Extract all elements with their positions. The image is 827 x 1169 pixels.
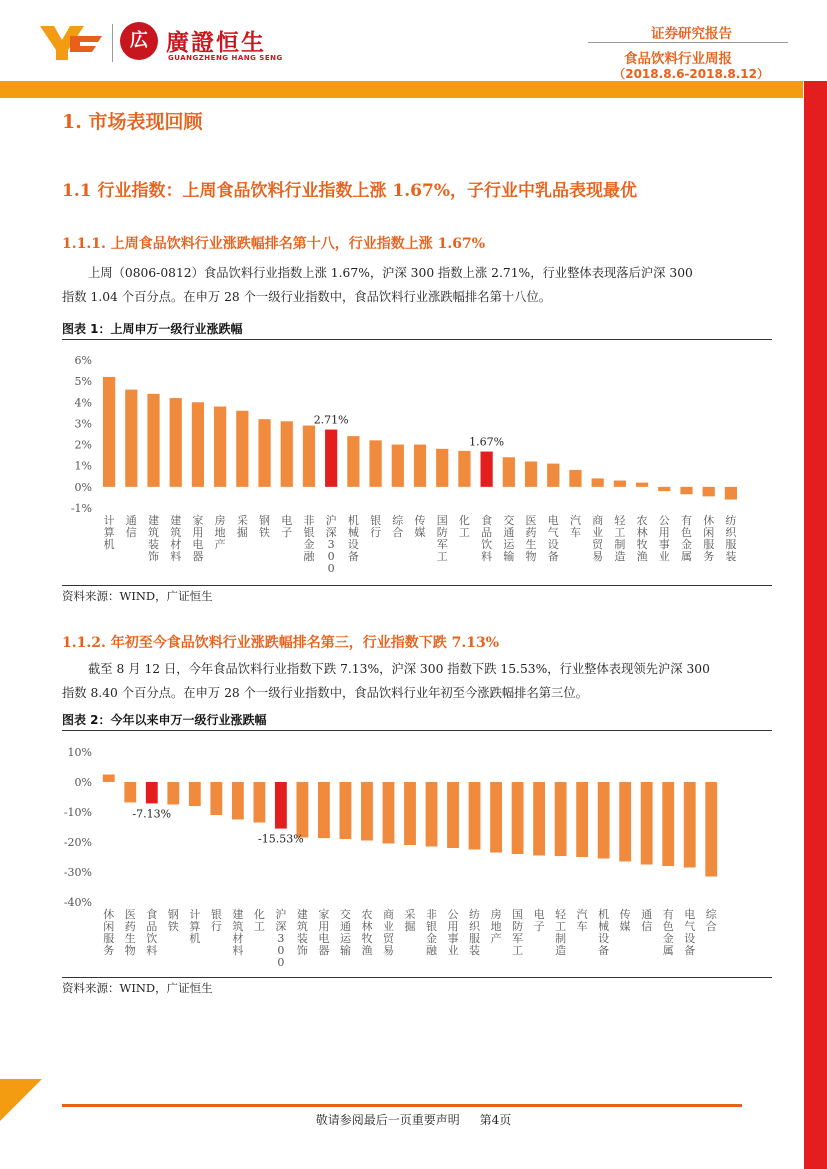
subsubsection-title-1: 1.1.1. 上周食品饮料行业涨跌幅排名第十八，行业指数上涨 1.67% xyxy=(62,236,485,252)
bar xyxy=(404,782,416,845)
bar xyxy=(512,782,524,854)
bar xyxy=(662,782,674,866)
bar xyxy=(214,407,226,487)
figure-2-bottom-rule xyxy=(62,977,772,978)
x-tick-label: 电子 xyxy=(281,514,293,539)
bar xyxy=(503,457,515,487)
figure-2-top-rule xyxy=(62,730,772,731)
bar xyxy=(146,782,158,803)
bar xyxy=(725,487,737,500)
bar xyxy=(325,430,337,487)
figure-1-bottom-rule xyxy=(62,585,772,586)
x-tick-label: 采掘 xyxy=(236,514,248,539)
x-tick-label: 建筑材料 xyxy=(170,514,182,563)
bar xyxy=(210,782,222,815)
x-tick-label: 轻工制造 xyxy=(614,514,626,563)
x-tick-label: 房地产 xyxy=(214,514,226,551)
x-tick-label: 化工 xyxy=(458,514,470,539)
x-tick-label: 国防军工 xyxy=(436,514,448,563)
bar xyxy=(303,426,315,487)
bar xyxy=(490,782,502,853)
x-tick-label: 机械设备 xyxy=(598,908,610,957)
bar xyxy=(547,464,559,487)
header-band xyxy=(0,81,803,98)
x-tick-label: 农林牧渔 xyxy=(636,514,648,563)
page-footer xyxy=(0,1111,827,1128)
bar xyxy=(705,782,717,877)
y-tick-label: 5% xyxy=(74,375,92,389)
y-tick-label: 0% xyxy=(74,480,92,494)
x-tick-label: 农林牧渔 xyxy=(361,908,373,957)
figure-2-title: 图表 2：今年以来申万一级行业涨跌幅 xyxy=(62,713,267,727)
y-tick-label: -40% xyxy=(63,896,92,909)
bar xyxy=(636,483,648,487)
bar xyxy=(576,782,588,857)
bar xyxy=(124,782,136,802)
bar xyxy=(592,478,604,486)
bar xyxy=(275,782,287,829)
brand-name: 廣證恒生 xyxy=(166,30,266,56)
data-label: 1.67% xyxy=(469,435,505,449)
bar xyxy=(680,487,692,494)
bar xyxy=(414,445,426,487)
x-tick-label: 非银金融 xyxy=(426,908,438,957)
x-tick-label: 医药生物 xyxy=(525,514,537,563)
paragraph-2-line2: 指数 8.40 个百分点。在申万 28 个一级行业指数中，食品饮料行业年初至今涨跌幅排名第三位。 xyxy=(62,686,588,700)
x-tick-label: 化工 xyxy=(253,908,265,933)
x-tick-label: 公用事业 xyxy=(658,514,670,563)
bar xyxy=(481,452,493,487)
x-tick-label: 家用电器 xyxy=(192,514,204,563)
x-tick-label: 医药生物 xyxy=(124,908,136,957)
y-tick-label: 2% xyxy=(74,438,92,452)
paragraph-1 xyxy=(62,261,772,309)
x-tick-label: 房地产 xyxy=(490,908,502,945)
x-tick-label: 商业贸易 xyxy=(382,908,394,957)
x-tick-label: 休闲服务 xyxy=(103,908,115,957)
x-tick-label: 传媒 xyxy=(619,908,631,933)
x-tick-label: 机械设备 xyxy=(347,514,359,563)
bar xyxy=(598,782,610,859)
bar xyxy=(641,782,653,865)
paragraph-1-line2: 指数 1.04 个百分点。在申万 28 个一级行业指数中，食品饮料行业涨跌幅排名第十八位。 xyxy=(62,290,552,304)
bar xyxy=(103,377,115,487)
x-tick-label: 交通运输 xyxy=(503,514,515,563)
x-tick-label: 钢铁 xyxy=(259,514,271,539)
logo-divider xyxy=(112,24,113,62)
bar xyxy=(253,782,265,823)
y-tick-label: -1% xyxy=(70,502,92,515)
subsubsection-title-2: 1.1.2. 年初至今食品饮料行业涨跌幅排名第三，行业指数下跌 7.13% xyxy=(62,635,499,651)
bar xyxy=(555,782,567,856)
subsection-title: 1.1 行业指数：上周食品饮料行业指数上涨 1.67%，子行业中乳品表现最优 xyxy=(62,181,637,201)
bar xyxy=(125,390,137,487)
bar xyxy=(703,487,715,497)
bar xyxy=(469,782,481,850)
y-tick-label: 10% xyxy=(67,746,92,759)
x-tick-label: 传媒 xyxy=(414,514,426,539)
bar xyxy=(369,440,381,487)
x-tick-label: 建筑装饰 xyxy=(148,514,160,563)
x-tick-label: 建筑材料 xyxy=(232,908,244,957)
bar xyxy=(236,411,248,487)
report-date-range: （2018.8.6-2018.8.12） xyxy=(613,67,769,81)
bar xyxy=(103,775,115,783)
bar xyxy=(383,782,395,844)
x-tick-label: 商业贸易 xyxy=(592,514,604,563)
figure-2-source: 资料来源：WIND，广证恒生 xyxy=(62,981,213,995)
x-tick-label: 沪深 3 0 0 xyxy=(275,908,287,969)
x-tick-label: 电气设备 xyxy=(684,908,696,957)
bar xyxy=(258,419,270,487)
bar xyxy=(426,782,438,847)
paragraph-2 xyxy=(62,657,772,705)
bar xyxy=(281,421,293,487)
bar xyxy=(192,402,204,487)
x-tick-label: 家用电器 xyxy=(318,908,330,957)
x-tick-label: 银行 xyxy=(210,908,222,933)
y-tick-label: 3% xyxy=(74,417,92,431)
paragraph-2-line1: 截至 8 月 12 日，今年食品饮料行业指数下跌 7.13%，沪深 300 指数下跌 15.53%，行业整体表现领先沪深 300 xyxy=(88,662,710,676)
y-tick-label: -20% xyxy=(63,836,92,849)
bar xyxy=(347,436,359,487)
x-tick-label: 计算机 xyxy=(189,908,201,945)
page-number: 第4页 xyxy=(479,1113,512,1127)
x-tick-label: 综合 xyxy=(705,908,717,933)
report-name: 食品饮料行业周报 xyxy=(624,51,732,67)
report-type: 证券研究报告 xyxy=(651,26,732,42)
bar xyxy=(147,394,159,487)
x-tick-label: 电子 xyxy=(533,908,545,933)
x-tick-label: 汽车 xyxy=(569,514,581,539)
paragraph-1-line1: 上周（0806-0812）食品饮料行业指数上涨 1.67%，沪深 300 指数上涨 2.71%，行业整体表现落后沪深 300 xyxy=(88,266,693,280)
y-tick-label: 0% xyxy=(74,776,92,789)
bar xyxy=(170,398,182,487)
bar xyxy=(167,782,179,805)
figure-1-title: 图表 1：上周申万一级行业涨跌幅 xyxy=(62,322,243,336)
bar xyxy=(232,782,244,820)
bar xyxy=(436,449,448,487)
x-tick-label: 有色金属 xyxy=(662,908,674,957)
y-tick-label: 4% xyxy=(74,396,92,410)
figure-1-source: 资料来源：WIND，广证恒生 xyxy=(62,589,213,603)
figure-1-top-rule xyxy=(62,339,772,340)
seal-logo-icon: 広 xyxy=(120,22,158,60)
footer-rule xyxy=(62,1104,742,1107)
brand-name-en: GUANGZHENG HANG SENG xyxy=(168,54,283,62)
x-tick-label: 通信 xyxy=(125,514,137,539)
header-divider xyxy=(588,42,788,43)
bar xyxy=(525,461,537,486)
x-tick-label: 建筑装饰 xyxy=(296,908,308,957)
bar xyxy=(614,481,626,487)
x-tick-label: 电气设备 xyxy=(547,514,559,563)
x-tick-label: 交通运输 xyxy=(339,908,351,957)
x-tick-label: 食品饮料 xyxy=(146,908,158,957)
bar xyxy=(340,782,352,839)
bar xyxy=(296,782,308,838)
x-tick-label: 有色金属 xyxy=(680,514,692,563)
x-tick-label: 食品饮料 xyxy=(481,514,493,563)
x-tick-label: 计算机 xyxy=(103,514,115,551)
bar xyxy=(189,782,201,806)
section-title: 1. 市场表现回顾 xyxy=(62,111,203,133)
x-tick-label: 轻工制造 xyxy=(555,908,567,957)
bar xyxy=(318,782,330,838)
x-tick-label: 纺织服装 xyxy=(725,514,737,563)
data-label: -7.13% xyxy=(132,807,172,821)
bar xyxy=(569,470,581,487)
bar xyxy=(361,782,373,841)
x-tick-label: 钢铁 xyxy=(167,908,179,933)
x-tick-label: 汽车 xyxy=(576,908,588,933)
bar xyxy=(684,782,696,868)
x-tick-label: 综合 xyxy=(392,514,404,539)
data-label: -15.53% xyxy=(258,832,304,846)
bar xyxy=(392,445,404,487)
x-tick-label: 通信 xyxy=(641,908,653,933)
y-tick-label: -30% xyxy=(63,866,92,879)
x-tick-label: 银行 xyxy=(370,514,382,539)
x-tick-label: 非银金融 xyxy=(303,514,315,563)
x-tick-label: 沪深 3 0 0 xyxy=(325,514,337,575)
x-tick-label: 采掘 xyxy=(404,908,416,933)
x-tick-label: 公用事业 xyxy=(447,908,459,957)
bar xyxy=(658,487,670,491)
bar xyxy=(533,782,545,856)
data-label: 2.71% xyxy=(313,413,349,427)
bar xyxy=(447,782,459,848)
chart-weekly-returns xyxy=(62,342,772,582)
chart-ytd-returns xyxy=(62,734,772,974)
bar xyxy=(619,782,631,862)
company-logo-icon xyxy=(40,22,102,62)
x-tick-label: 纺织服装 xyxy=(469,908,481,957)
y-tick-label: -10% xyxy=(63,806,92,819)
x-tick-label: 国防军工 xyxy=(512,908,524,957)
bar xyxy=(458,451,470,487)
footer-notice: 敬请参阅最后一页重要声明 xyxy=(315,1113,460,1127)
side-red-bar xyxy=(804,81,827,1169)
x-tick-label: 休闲服务 xyxy=(703,514,715,563)
y-tick-label: 1% xyxy=(74,459,92,473)
y-tick-label: 6% xyxy=(74,354,92,367)
